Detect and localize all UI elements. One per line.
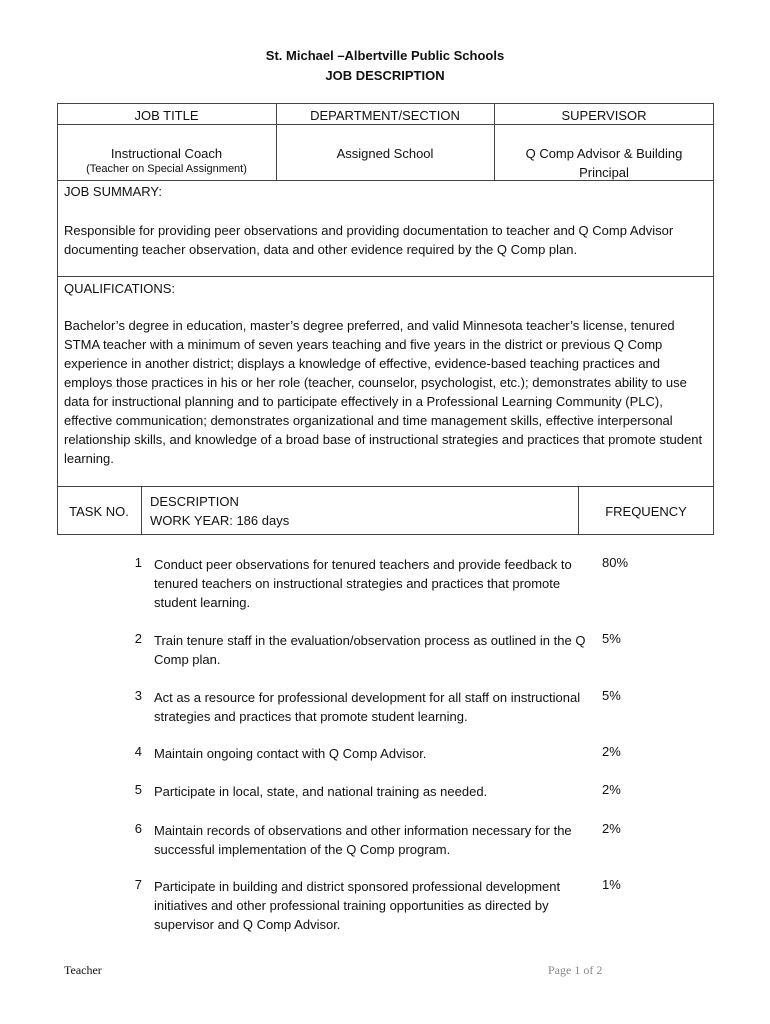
task-frequency: 80% (602, 555, 629, 570)
task-description: Maintain ongoing contact with Q Comp Advisor. (154, 746, 427, 761)
task-description: Train tenure staff in the evaluation/observation process as outlined in the Q Comp plan. (154, 633, 586, 667)
page-number: Page 1 of 2 (548, 963, 603, 977)
work-year: WORK YEAR: 186 days (150, 513, 290, 528)
col-job-title: JOB TITLE (134, 108, 199, 123)
task-frequency: 1% (602, 877, 621, 892)
frequency-header: FREQUENCY (605, 504, 687, 519)
task-frequency: 5% (602, 631, 621, 646)
task-frequency: 5% (602, 688, 621, 703)
task-number: 5 (134, 782, 142, 797)
task-number: 1 (134, 555, 142, 570)
task-frequency: 2% (602, 821, 621, 836)
task-description: Participate in building and district sponsored professional development initiatives and other professional training opportunities as directed by supervisor and Q Comp Advisor. (154, 879, 561, 932)
col-department: DEPARTMENT/SECTION (310, 108, 460, 123)
col-supervisor: SUPERVISOR (561, 108, 647, 123)
job-title-note: (Teacher on Special Assignment) (86, 163, 247, 175)
task-no-header: TASK NO. (69, 504, 129, 519)
doc-title: JOB DESCRIPTION (325, 68, 445, 83)
task-number: 7 (134, 877, 142, 892)
summary-text: Responsible for providing peer observations and providing documentation to teacher and Q Comp Advisor documenting teacher observation, data and other evidence required by the Q Comp plan. (64, 223, 674, 257)
job-title-value: Instructional Coach (110, 146, 223, 161)
org-name: St. Michael –Albertville Public Schools (265, 48, 505, 63)
task-number: 3 (134, 688, 142, 703)
task-description: Maintain records of observations and other information necessary for the successful implementation of the Q Comp program. (154, 823, 572, 857)
task-number: 2 (134, 631, 142, 646)
footer-left: Teacher (64, 963, 102, 977)
task-description: Conduct peer observations for tenured teachers and provide feedback to tenured teachers on instructional strategies and practices that promote student learning. (154, 557, 572, 610)
description-header: DESCRIPTION (150, 494, 239, 509)
department-value: Assigned School (336, 146, 434, 161)
qualifications-heading: QUALIFICATIONS: (64, 281, 175, 296)
task-description: Participate in local, state, and national training as needed. (154, 784, 488, 799)
supervisor-line1: Q Comp Advisor & Building (525, 146, 683, 161)
task-frequency: 2% (602, 782, 621, 797)
task-number: 6 (134, 821, 142, 836)
qualifications-text: Bachelor’s degree in education, master’s degree preferred, and valid Minnesota teacher’s license, tenured STMA teacher with a minimum of seven years teaching and five years in the district or previous Q Comp experience in another district; displays a knowledge of effective, evidence-based teaching practices and employs those practices in his or her role (teacher, counselor, psychologist, etc.); demonstrates ability to use data for instructional planning and to participate effectively in a Professional Learning Community (PLC), effective communication; demonstrates organizational and time management skills, effective interpersonal relationship skills, and knowledge of a broad base of instructional strategies and practices that promote student learning. (64, 318, 703, 466)
task-frequency: 2% (602, 744, 621, 759)
supervisor-line2: Principal (579, 165, 629, 180)
task-description: Act as a resource for professional development for all staff on instructional strategies and practices that promote student learning. (154, 690, 581, 724)
task-number: 4 (134, 744, 142, 759)
summary-heading: JOB SUMMARY: (64, 184, 163, 199)
